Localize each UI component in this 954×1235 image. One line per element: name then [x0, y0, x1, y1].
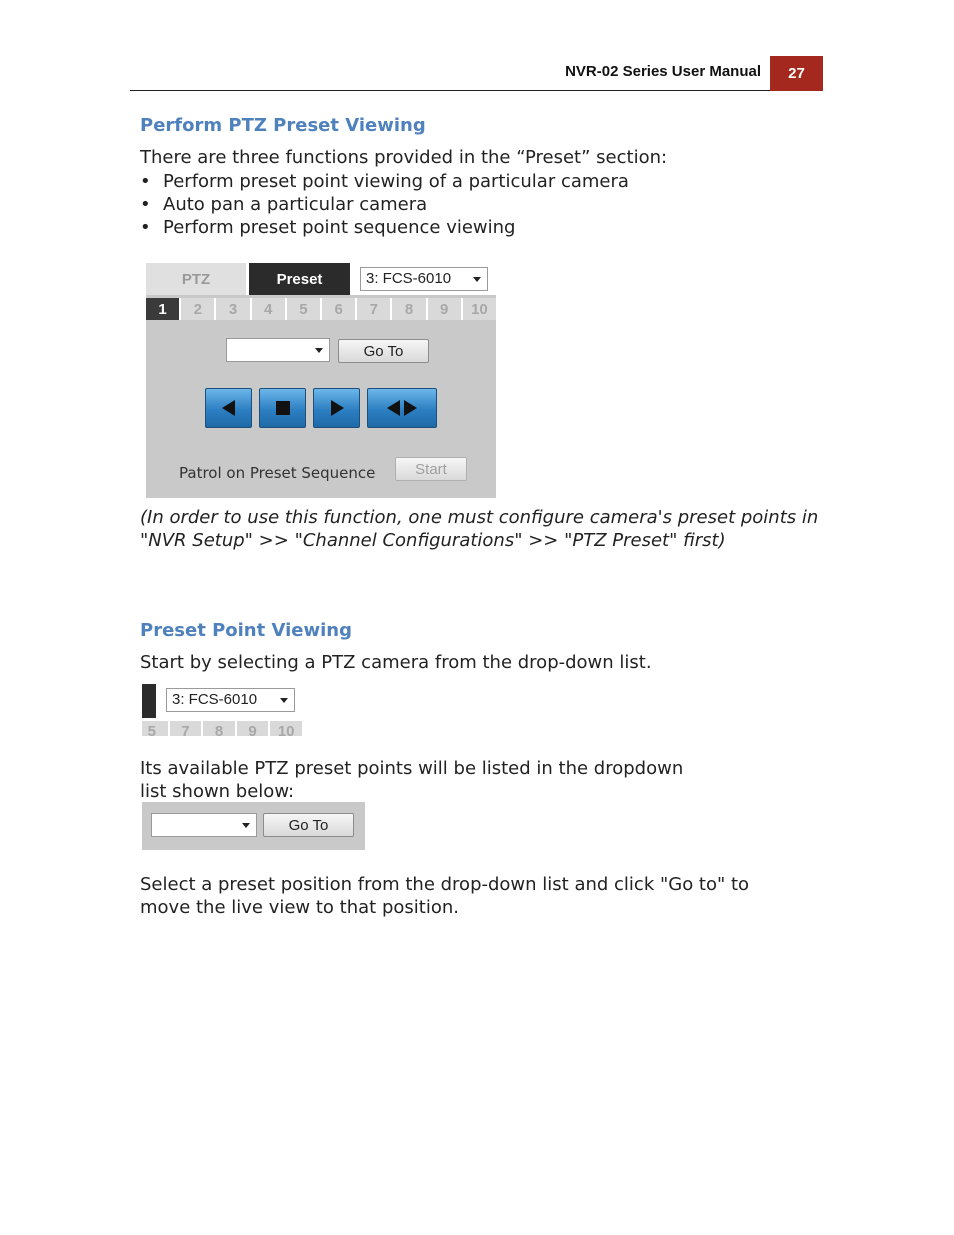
pan-right-button[interactable] [313, 388, 360, 428]
chevron-down-icon [473, 277, 481, 282]
preset-point-select[interactable] [151, 813, 257, 837]
preset-number-8[interactable]: 8 [392, 298, 425, 320]
tab-ptz[interactable]: PTZ [146, 263, 246, 295]
camera-select[interactable]: 3: FCS-6010 [166, 688, 295, 712]
section-heading-ptz-preset: Perform PTZ Preset Viewing [140, 115, 426, 136]
preset-number-9[interactable]: 9 [428, 298, 461, 320]
preset-number-2[interactable]: 2 [181, 298, 214, 320]
preset-number-8[interactable]: 8 [203, 721, 235, 736]
pan-left-button[interactable] [205, 388, 252, 428]
goto-button[interactable]: Go To [338, 339, 429, 363]
preset-number-row [146, 298, 496, 320]
preset-number-5[interactable]: 5 [287, 298, 320, 320]
left-arrow-icon [219, 398, 239, 418]
header-rule [130, 90, 770, 91]
patrol-label: Patrol on Preset Sequence [179, 464, 376, 482]
preset-select-crop [142, 802, 365, 850]
manual-title: NVR-02 Series User Manual [565, 63, 761, 80]
list-item: • Perform preset point sequence viewing [140, 217, 516, 238]
preset-number-10[interactable]: 10 [463, 298, 496, 320]
start-button[interactable]: Start [395, 457, 467, 481]
preset-number-1[interactable]: 1 [146, 298, 179, 320]
preset-tab-edge [142, 684, 156, 718]
auto-pan-button[interactable] [367, 388, 437, 428]
intro-paragraph: There are three functions provided in the “Preset” section: [140, 147, 668, 168]
right-arrow-icon [327, 398, 347, 418]
preset-number-9[interactable]: 9 [237, 721, 269, 736]
page-number: 27 [770, 56, 823, 91]
paragraph-select-camera: Start by selecting a PTZ camera from the drop-down list. [140, 652, 652, 673]
stop-button[interactable] [259, 388, 306, 428]
preset-number-3[interactable]: 3 [216, 298, 249, 320]
preset-number-7[interactable]: 7 [357, 298, 390, 320]
preset-number-5[interactable]: 5 [142, 721, 168, 736]
preset-point-select[interactable] [226, 338, 330, 362]
chevron-down-icon [315, 348, 323, 353]
list-item: • Auto pan a particular camera [140, 194, 428, 215]
list-item: • Perform preset point viewing of a particular camera [140, 171, 629, 192]
goto-button[interactable]: Go To [263, 813, 354, 837]
preset-number-7[interactable]: 7 [170, 721, 202, 736]
stop-icon [273, 398, 293, 418]
camera-select[interactable]: 3: FCS-6010 [360, 267, 488, 291]
chevron-down-icon [242, 823, 250, 828]
configuration-note: (In order to use this function, one must configure camera's preset points in "NVR Setup" >> "Channel Configurations" >> "PTZ Preset" first) [140, 507, 819, 551]
section-heading-preset-point: Preset Point Viewing [140, 620, 352, 641]
paragraph-goto-line2: move the live view to that position. [140, 897, 459, 918]
function-list [140, 170, 629, 239]
ptz-preset-panel [146, 263, 496, 498]
preset-number-4[interactable]: 4 [252, 298, 285, 320]
chevron-down-icon [280, 698, 288, 703]
camera-select-crop [142, 684, 302, 736]
preset-number-10[interactable]: 10 [270, 721, 302, 736]
auto-pan-icon [382, 398, 422, 418]
paragraph-goto-line1: Select a preset position from the drop-down list and click "Go to" to [140, 874, 750, 895]
tab-preset[interactable]: Preset [249, 263, 350, 295]
preset-number-row [142, 721, 302, 736]
paragraph-dropdown-line2: list shown below: [140, 781, 295, 802]
paragraph-dropdown-line1: Its available PTZ preset points will be listed in the dropdown [140, 758, 684, 779]
preset-number-6[interactable]: 6 [322, 298, 355, 320]
